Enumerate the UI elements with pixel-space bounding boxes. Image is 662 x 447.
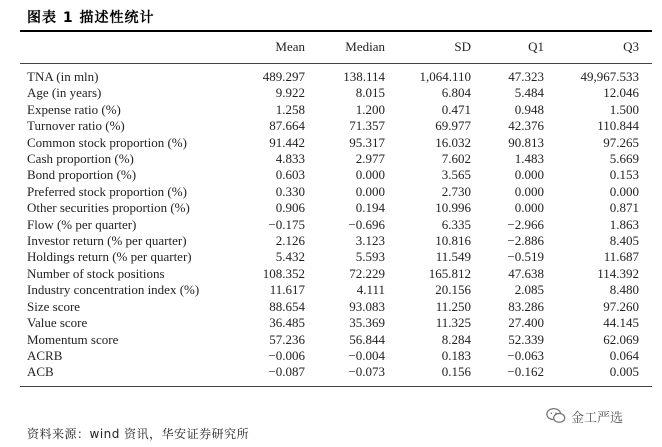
value-cell: 2.730	[441, 183, 471, 199]
table-row	[27, 85, 639, 101]
table-row	[27, 102, 639, 118]
value-cell: 165.812	[428, 265, 471, 281]
row-label: Momentum score	[27, 331, 119, 347]
value-cell: 35.369	[349, 315, 385, 331]
value-cell: 0.471	[441, 101, 471, 117]
value-cell: −0.063	[507, 347, 544, 363]
value-cell: −2.966	[507, 216, 544, 232]
value-cell: −2.886	[507, 233, 544, 249]
value-cell: −0.087	[268, 364, 305, 380]
value-cell: 4.833	[275, 151, 305, 167]
value-cell: −0.006	[268, 347, 305, 363]
figure-title: 图表 1 描述性统计	[27, 10, 155, 26]
value-cell: 47.638	[508, 265, 544, 281]
value-cell: 1.200	[355, 101, 385, 117]
row-label: Bond proportion (%)	[27, 167, 137, 183]
value-cell: 2.977	[355, 151, 385, 167]
value-cell: 2.126	[275, 233, 305, 249]
value-cell: 8.015	[355, 85, 385, 101]
value-cell: 27.400	[508, 315, 544, 331]
value-cell: 1.483	[514, 151, 544, 167]
value-cell: 114.392	[597, 265, 639, 281]
value-cell: 0.064	[609, 347, 639, 363]
value-cell: 1.863	[609, 216, 639, 232]
row-label: Age (in years)	[27, 85, 102, 101]
row-label: Value score	[27, 315, 88, 331]
value-cell: 0.000	[609, 183, 639, 199]
row-label: TNA (in mln)	[27, 69, 99, 84]
value-cell: 93.083	[349, 298, 385, 314]
value-cell: 5.432	[275, 249, 305, 265]
row-label: Investor return (% per quarter)	[27, 233, 187, 249]
value-cell: 44.145	[603, 315, 639, 331]
value-cell: 3.565	[441, 167, 471, 183]
value-cell: 0.156	[441, 364, 471, 380]
value-cell: 0.330	[275, 183, 305, 199]
table-row	[27, 348, 639, 364]
top-rule	[20, 30, 652, 32]
value-cell: 10.816	[435, 233, 471, 249]
value-cell: 11.617	[269, 282, 305, 298]
table-row	[27, 315, 639, 331]
value-cell: 138.114	[343, 69, 385, 84]
value-cell: 8.284	[441, 331, 471, 347]
value-cell: 6.804	[441, 85, 471, 101]
value-cell: 36.485	[269, 315, 305, 331]
value-cell: 0.000	[355, 183, 385, 199]
table-row	[27, 233, 639, 249]
value-cell: 9.922	[275, 85, 305, 101]
value-cell: 52.339	[508, 331, 544, 347]
value-cell: 87.664	[269, 118, 305, 134]
value-cell: 16.032	[435, 134, 471, 150]
value-cell: 8.405	[609, 233, 639, 249]
value-cell: 20.156	[435, 282, 471, 298]
value-cell: 4.111	[356, 282, 385, 298]
header-cell: Q1	[528, 39, 544, 54]
row-label: Expense ratio (%)	[27, 101, 121, 117]
value-cell: 489.297	[262, 69, 305, 84]
value-cell: 97.260	[603, 298, 639, 314]
table-row	[27, 118, 639, 134]
value-cell: 11.549	[435, 249, 471, 265]
value-cell: 11.250	[435, 298, 471, 314]
value-cell: 56.844	[349, 331, 385, 347]
value-cell: 49,967.533	[580, 69, 639, 84]
value-cell: 5.484	[514, 85, 544, 101]
row-label: Holdings return (% per quarter)	[27, 249, 192, 265]
header-cell: Median	[345, 39, 385, 54]
row-label: Cash proportion (%)	[27, 151, 134, 167]
value-cell: 7.602	[441, 151, 471, 167]
value-cell: 95.317	[349, 134, 385, 150]
value-cell: 47.323	[508, 69, 544, 84]
value-cell: 91.442	[269, 134, 305, 150]
value-cell: 2.085	[514, 282, 544, 298]
value-cell: 11.325	[435, 315, 471, 331]
value-cell: −0.162	[507, 364, 544, 380]
value-cell: 97.265	[603, 134, 639, 150]
table-body	[27, 61, 639, 381]
value-cell: 88.654	[269, 298, 305, 314]
row-label: ACRB	[27, 347, 63, 363]
value-cell: 83.286	[508, 298, 544, 314]
value-cell: 0.948	[514, 101, 544, 117]
value-cell: 110.844	[597, 118, 639, 134]
row-label: Number of stock positions	[27, 265, 165, 281]
header-cell: SD	[454, 39, 471, 54]
table-row	[27, 282, 639, 298]
watermark-text: 金工严选	[571, 410, 624, 426]
table-row	[27, 184, 639, 200]
value-cell: −0.519	[507, 249, 544, 265]
watermark	[545, 405, 623, 427]
value-cell: 11.687	[603, 249, 639, 265]
value-cell: 0.871	[609, 200, 639, 216]
value-cell: 69.977	[435, 118, 471, 134]
table-row	[27, 217, 639, 233]
row-label: Flow (% per quarter)	[27, 216, 137, 232]
value-cell: 71.357	[349, 118, 385, 134]
table-row	[27, 167, 639, 183]
table-row	[27, 200, 639, 216]
value-cell: 72.229	[349, 265, 385, 281]
value-cell: 3.123	[355, 233, 385, 249]
table-row	[27, 299, 639, 315]
value-cell: 0.005	[609, 364, 639, 380]
table-row	[27, 364, 639, 380]
value-cell: 5.593	[355, 249, 385, 265]
header-cell: Q3	[623, 39, 639, 54]
value-cell: 0.000	[355, 167, 385, 183]
table-row	[27, 332, 639, 348]
table-row	[27, 151, 639, 167]
value-cell: 0.000	[514, 167, 544, 183]
source-note: 资料来源：wind 资讯，华安证券研究所	[27, 427, 250, 441]
value-cell: 12.046	[603, 85, 639, 101]
value-cell: 10.996	[435, 200, 471, 216]
bottom-rule	[20, 386, 652, 387]
row-label: Size score	[27, 298, 81, 314]
row-label: Common stock proportion (%)	[27, 134, 187, 150]
value-cell: −0.004	[348, 347, 385, 363]
row-label: Other securities proportion (%)	[27, 200, 190, 216]
value-cell: 5.669	[609, 151, 639, 167]
table-row	[27, 61, 639, 85]
value-cell: 0.906	[275, 200, 305, 216]
value-cell: 1.500	[609, 101, 639, 117]
value-cell: 0.000	[514, 183, 544, 199]
value-cell: 8.480	[609, 282, 639, 298]
value-cell: 108.352	[262, 265, 305, 281]
row-label: ACB	[27, 364, 54, 380]
value-cell: 6.335	[441, 216, 471, 232]
table-row	[27, 135, 639, 151]
value-cell: −0.073	[348, 364, 385, 380]
descriptive-statistics-table	[27, 33, 639, 381]
wechat-chat-icon	[545, 405, 567, 427]
value-cell: 57.236	[269, 331, 305, 347]
header-row	[27, 33, 639, 61]
value-cell: 1.258	[275, 101, 305, 117]
value-cell: 0.183	[441, 347, 471, 363]
value-cell: 62.069	[603, 331, 639, 347]
value-cell: 0.603	[275, 167, 305, 183]
value-cell: −0.175	[268, 216, 305, 232]
header-cell-label	[27, 33, 245, 61]
value-cell: −0.696	[348, 216, 385, 232]
value-cell: 0.000	[514, 200, 544, 216]
value-cell: 0.194	[355, 200, 385, 216]
header-cell: Mean	[275, 39, 305, 54]
row-label: Preferred stock proportion (%)	[27, 183, 187, 199]
row-label: Industry concentration index (%)	[27, 282, 200, 298]
row-label: Turnover ratio (%)	[27, 118, 125, 134]
value-cell: 0.153	[609, 167, 639, 183]
value-cell: 42.376	[508, 118, 544, 134]
value-cell: 1,064.110	[419, 69, 471, 84]
table-row	[27, 249, 639, 265]
table-row	[27, 266, 639, 282]
value-cell: 90.813	[508, 134, 544, 150]
